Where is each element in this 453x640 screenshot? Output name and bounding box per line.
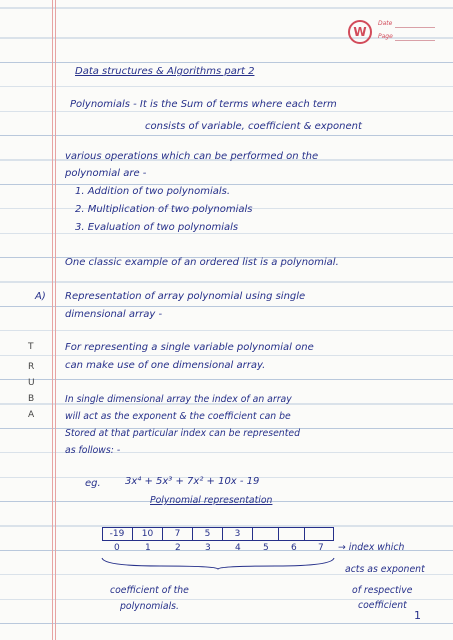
side-letter: U xyxy=(28,378,35,388)
operation-item: 2. Multiplication of two polynomials xyxy=(75,204,253,215)
page-line xyxy=(395,40,435,41)
operation-item: 1. Addition of two polynomials. xyxy=(75,186,231,197)
paragraph-two-line4: as follows: - xyxy=(65,445,121,456)
index-note-line3: of respective xyxy=(352,585,413,596)
expression-caption: Polynomial representation xyxy=(150,495,273,506)
array-index: 3 xyxy=(205,543,211,553)
array-index: 0 xyxy=(114,543,120,553)
side-letter: T xyxy=(28,342,34,352)
array-cell: 3 xyxy=(223,527,253,541)
array-brace xyxy=(100,556,336,570)
array-index: 2 xyxy=(175,543,181,553)
array-index: 4 xyxy=(235,543,241,553)
coefficient-note-line2: polynomials. xyxy=(120,601,179,612)
array-cell xyxy=(253,527,279,541)
paragraph-two-line3: Stored at that particular index can be represented xyxy=(65,428,300,439)
section-marker: A) xyxy=(35,291,46,302)
side-letter: R xyxy=(28,362,35,372)
array-cell: 7 xyxy=(163,527,193,541)
array-index: 1 xyxy=(145,543,151,553)
page-label: Page xyxy=(378,33,393,40)
brand-logo: W xyxy=(348,20,372,44)
array-cell: 5 xyxy=(193,527,223,541)
index-note-line1: → index which xyxy=(338,542,405,553)
side-letter: B xyxy=(28,394,35,404)
paragraph-one-line2: can make use of one dimensional array. xyxy=(65,360,266,371)
array-index: 5 xyxy=(263,543,269,553)
page-number: 1 xyxy=(414,609,421,622)
paragraph-one-line1: For representing a single variable polynomial one xyxy=(65,342,314,353)
operation-item: 3. Evaluation of two polynomials xyxy=(75,222,239,233)
array-cell: 10 xyxy=(133,527,163,541)
classic-example: One classic example of an ordered list is a polynomial. xyxy=(65,257,339,268)
array-cell: -19 xyxy=(102,527,133,541)
page-title: Data structures & Algorithms part 2 xyxy=(75,66,255,77)
array-index: 7 xyxy=(318,543,324,553)
index-note-line4: coefficient xyxy=(358,600,407,611)
index-note-line2: acts as exponent xyxy=(345,564,425,575)
polynomial-definition-line2: consists of variable, coefficient & exponent xyxy=(145,121,362,132)
coefficient-note-line1: coefficient of the xyxy=(110,585,189,596)
operations-intro-line1: various operations which can be performed on the xyxy=(65,151,319,162)
array-cell xyxy=(279,527,305,541)
polynomial-definition-line1: Polynomials - It is the Sum of terms where each term xyxy=(70,99,337,110)
section-heading-line1: Representation of array polynomial using single xyxy=(65,291,306,302)
paragraph-two-line1: In single dimensional array the index of an array xyxy=(65,394,292,405)
date-label: Date xyxy=(378,20,393,27)
section-heading-line2: dimensional array - xyxy=(65,309,163,320)
polynomial-expression: 3x⁴ + 5x³ + 7x² + 10x - 19 xyxy=(125,476,260,487)
example-label: eg. xyxy=(85,478,101,489)
date-line xyxy=(395,27,435,28)
operations-intro-line2: polynomial are - xyxy=(65,168,147,179)
array-index: 6 xyxy=(291,543,297,553)
side-letter: A xyxy=(28,410,35,420)
margin-line xyxy=(55,0,56,640)
paragraph-two-line2: will act as the exponent & the coefficient can be xyxy=(65,411,291,422)
margin-line xyxy=(52,0,53,640)
array-cell xyxy=(305,527,333,541)
